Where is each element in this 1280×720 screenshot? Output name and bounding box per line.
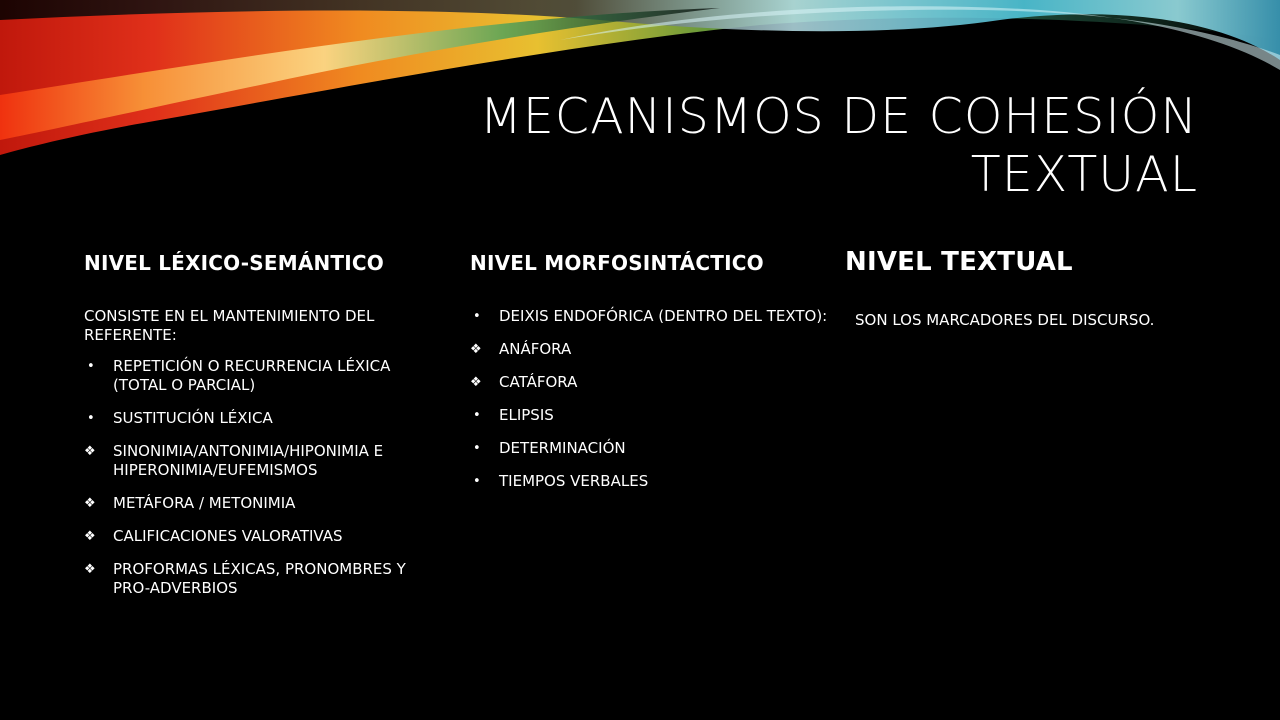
list-item-text: ELIPSIS	[499, 406, 554, 424]
list-item	[470, 472, 830, 491]
list-item	[84, 527, 444, 546]
list-item-text: DEIXIS ENDOFÓRICA (DENTRO DEL TEXTO):	[499, 307, 828, 325]
list-item-text: METÁFORA / METONIMIA	[113, 494, 296, 512]
list-item-text: REPETICIÓN O RECURRENCIA LÉXICA (TOTAL O PARCIAL)	[113, 357, 391, 394]
list-item-text: SINONIMIA/ANTONIMIA/HIPONIMIA E HIPERONIMIA/EUFEMISMOS	[113, 442, 384, 479]
diamond-bullet-icon: ❖	[84, 562, 96, 577]
list-item-text: ANÁFORA	[499, 340, 572, 358]
list-item	[84, 494, 444, 513]
slide-title: MECANISMOS DE COHESIÓN TEXTUAL	[479, 88, 1198, 203]
list-item	[470, 340, 830, 359]
list-item-text: PROFORMAS LÉXICAS, PRONOMBRES Y PRO-ADVERBIOS	[113, 560, 406, 597]
bullet-icon: •	[473, 408, 481, 423]
list-item	[84, 442, 444, 480]
diamond-bullet-icon: ❖	[470, 342, 482, 357]
list-item-text: TIEMPOS VERBALES	[499, 472, 649, 490]
column-intro: CONSISTE EN EL MANTENIMIENTO DEL REFERENTE:	[84, 307, 375, 344]
diamond-bullet-icon: ❖	[84, 444, 96, 459]
bullet-icon: •	[473, 441, 481, 456]
list-item	[470, 439, 830, 458]
column-heading: NIVEL LÉXICO-SEMÁNTICO	[84, 251, 384, 275]
list-item	[84, 357, 444, 395]
list-item	[470, 307, 830, 326]
bullet-icon: •	[87, 359, 95, 374]
list-item	[470, 406, 830, 425]
column-heading: NIVEL MORFOSINTÁCTICO	[470, 251, 764, 275]
column-lexico-semantico	[84, 246, 444, 612]
list-item	[84, 560, 444, 598]
list-item-text: DETERMINACIÓN	[499, 439, 626, 457]
diamond-bullet-icon: ❖	[470, 375, 482, 390]
bullet-icon: •	[473, 309, 481, 324]
list-item	[470, 373, 830, 392]
column-heading: NIVEL TEXTUAL	[845, 247, 1073, 277]
bullet-icon: •	[87, 411, 95, 426]
list-item	[84, 409, 444, 428]
diamond-bullet-icon: ❖	[84, 496, 96, 511]
column-textual	[845, 244, 1205, 342]
diamond-bullet-icon: ❖	[84, 529, 96, 544]
list-item-text: CATÁFORA	[499, 373, 578, 391]
column-list	[84, 357, 444, 598]
list-item-text: SUSTITUCIÓN LÉXICA	[113, 409, 273, 427]
column-list	[470, 307, 830, 491]
list-item-text: CALIFICACIONES VALORATIVAS	[113, 527, 343, 545]
column-morfosintactico	[470, 246, 830, 505]
bullet-icon: •	[473, 474, 481, 489]
column-intro: SON LOS MARCADORES DEL DISCURSO.	[855, 311, 1155, 329]
